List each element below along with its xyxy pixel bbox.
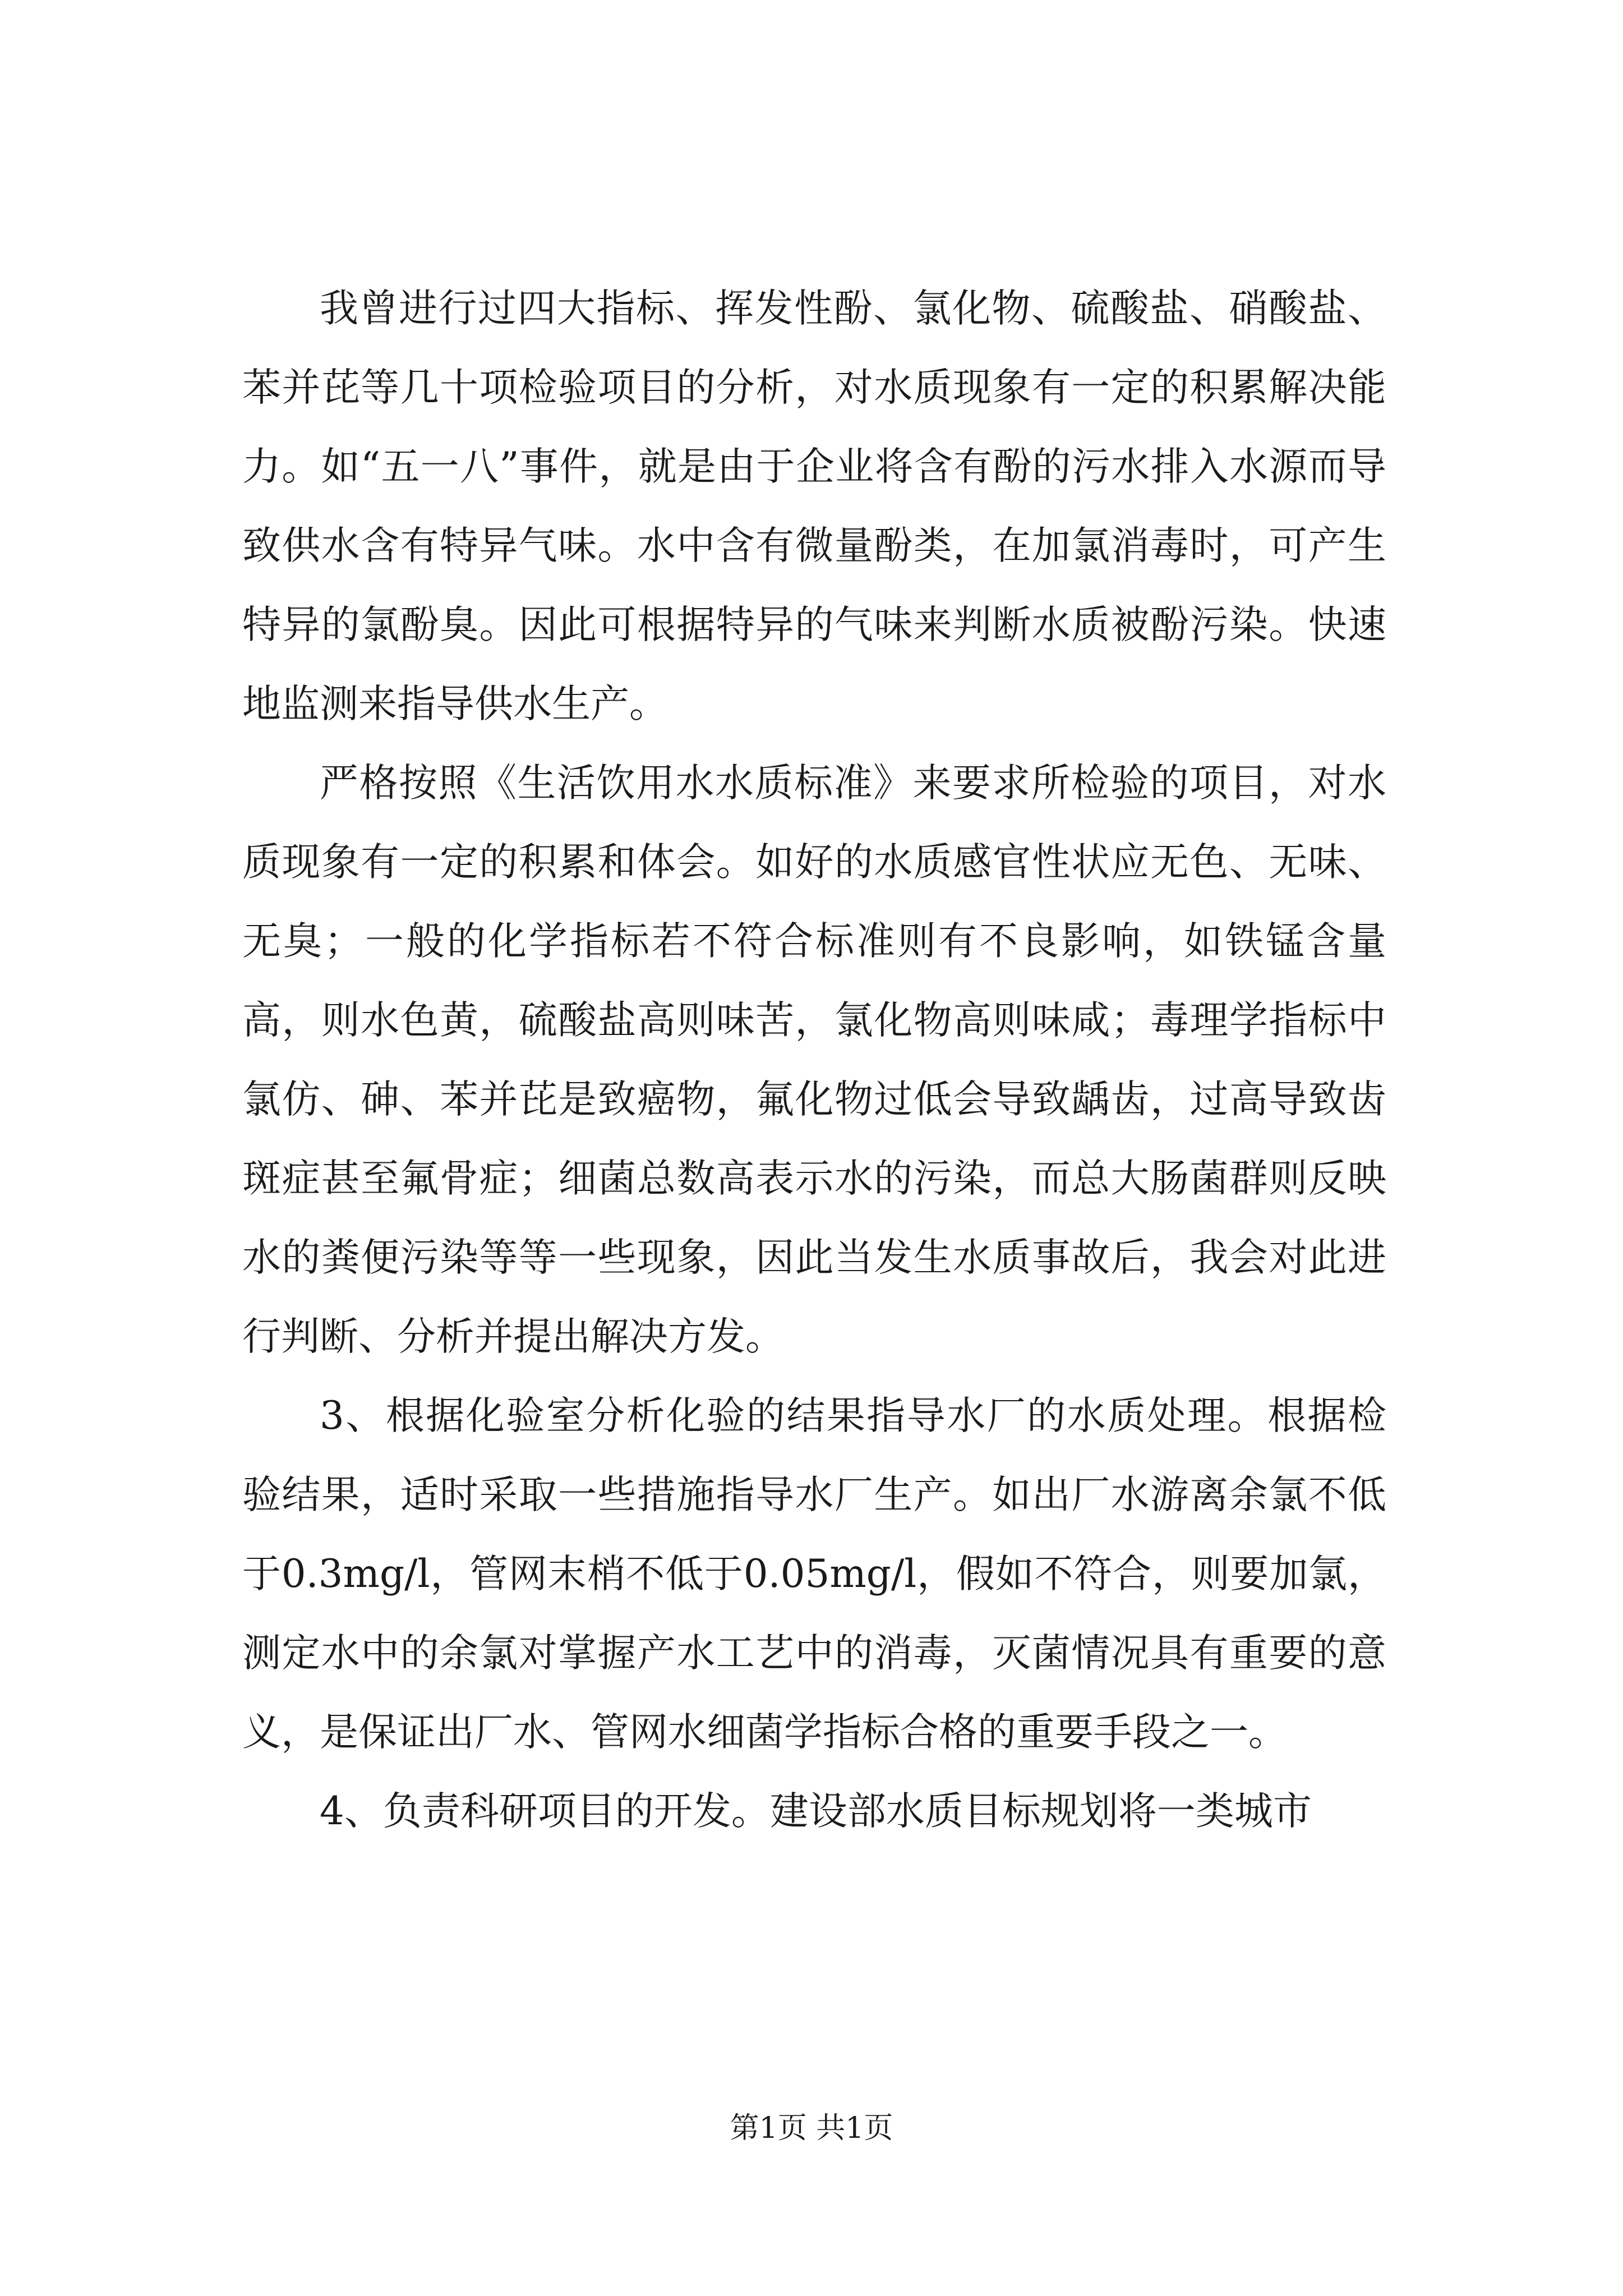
document-body [242, 269, 1386, 1851]
paragraph-3: 3、根据化验室分析化验的结果指导水厂的水质处理。根据检验结果，适时采取一些措施指导水厂生产。如出厂水游离余氯不低于0.3mg/l，管网末梢不低于0.05mg/l，假如不符合，则要加氯，测定水中的余氯对掌握产水工艺中的消毒，灭菌情况具有重要的意义，是保证出厂水、管网水细菌学指标合格的重要手段之一。 [242, 1393, 1386, 1755]
paragraph-1: 我曾进行过四大指标、挥发性酚、氯化物、硫酸盐、硝酸盐、苯并芘等几十项检验项目的分析，对水质现象有一定的积累解决能力。如“五一八”事件，就是由于企业将含有酚的污水排入水源而导致供水含有特异气味。水中含有微量酚类，在加氯消毒时，可产生特异的氯酚臭。因此可根据特异的气味来判断水质被酚污染。快速地监测来指导供水生产。 [242, 286, 1386, 726]
page-footer [0, 2110, 1623, 2146]
page-number-label: 第1页 共1页 [730, 2111, 893, 2145]
paragraph-2: 严格按照《生活饮用水水质标准》来要求所检验的项目，对水质现象有一定的积累和体会。如好的水质感官性状应无色、无味、无臭；一般的化学指标若不符合标准则有不良影响，如铁锰含量高，则水色黄，硫酸盐高则味苦，氯化物高则味咸；毒理学指标中氯仿、砷、苯并芘是致癌物，氟化物过低会导致龋齿，过高导致齿斑症甚至氟骨症；细菌总数高表示水的污染，而总大肠菌群则反映水的粪便污染等等一些现象，因此当发生水质事故后，我会对此进行判断、分析并提出解决方发。 [242, 761, 1386, 1359]
paragraph-4: 4、负责科研项目的开发。建设部水质目标规划将一类城市 [320, 1789, 1312, 1834]
